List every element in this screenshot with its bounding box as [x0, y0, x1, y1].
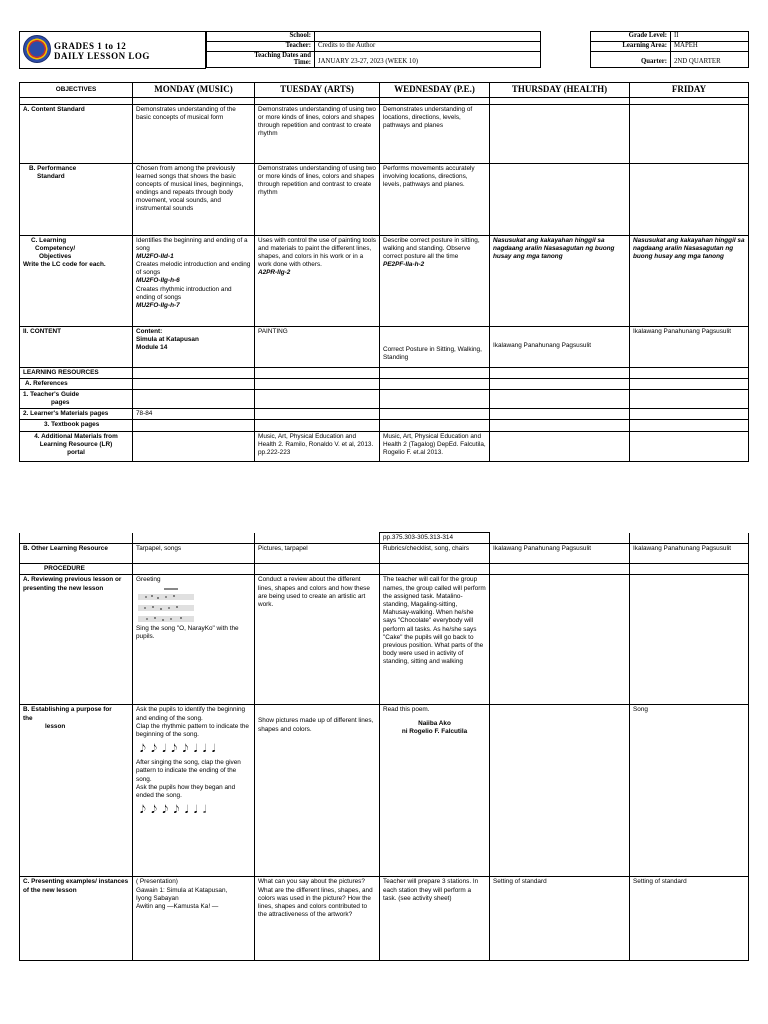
learners-materials-mon: 78-84 — [133, 409, 255, 420]
purpose-label-3: lesson — [45, 722, 66, 730]
purpose-mon-1: Ask the pupils to identify the beginning and ending of the song. — [136, 706, 246, 722]
additional-materials-tue: Music, Art, Physical Education and Health 2. Ramilo, Ronaldo V. et al, 2013. pp.222-223 — [255, 431, 380, 461]
music-sheet-image — [136, 587, 196, 623]
dates-label-2: Time: — [293, 59, 311, 67]
competency-label-1: C. Learning — [31, 236, 67, 244]
lc-code-3: MU2FO-IIg-h-7 — [136, 302, 180, 310]
poem-author: ni Rogelio F. Falcutila — [401, 727, 468, 735]
establishing-purpose-fri: Song — [630, 705, 749, 877]
presenting-mon-4: Awitin ang —Kamusta Ka! — — [136, 902, 219, 910]
competency-mon-1: Identifies the beginning and ending of a song — [136, 236, 248, 252]
learners-materials-label: 2. Learner's Materials pages — [20, 409, 133, 420]
competency-wed-text: Describe correct posture in sitting, walking and standing. Observe correct posture all the time — [383, 236, 480, 260]
poem-title: Naiiba Ako — [418, 719, 451, 727]
monday-header: MONDAY (MUSIC) — [133, 83, 255, 98]
deped-seal-icon — [23, 35, 51, 63]
competency-label — [20, 235, 133, 326]
competency-tue — [255, 235, 380, 326]
content-mon-1: Content: — [136, 327, 163, 335]
competency-thu: Nasusukat ang kakayahan hinggil sa nagdaang aralin Nasasagutan ng buong husay ang mga tanong — [490, 235, 630, 326]
competency-label-4: Write the LC code for each. — [23, 261, 106, 269]
procedure-label: PROCEDURE — [20, 564, 133, 575]
teacher-value: Credits to the Author — [315, 42, 541, 52]
other-resources-wed: Rubrics/checklist, song, chairs — [380, 544, 490, 564]
quarter-value: 2ND QUARTER — [671, 52, 749, 68]
presenting-examples-tue: What can you say about the pictures? What are the different lines, shapes, and colors was used in the picture? How the lines, shapes and colors contributed to the attractiveness of the artwork? — [255, 877, 380, 961]
rhythm-pattern-end: 𝅘𝅥𝅮 𝅘𝅥𝅮 𝅘𝅥𝅮 𝅘𝅥𝅮 𝅘𝅥 𝅘𝅥 𝅗𝅥 — [140, 803, 208, 817]
tg-label-1: 1. Teacher's Guide — [23, 390, 80, 398]
content-tue: PAINTING — [255, 326, 380, 367]
wednesday-header: WEDNESDAY (P.E.) — [380, 83, 490, 98]
lesson-log-table-2 — [19, 532, 749, 961]
lc-code-wed: PE2PF-IIa-h-2 — [383, 261, 425, 269]
tg-label-2: pages — [51, 399, 70, 407]
friday-header: FRIDAY — [630, 83, 749, 98]
reviewing-lesson-tue: Conduct a review about the different lines, shapes and colors and how these are being used to create an artistic art work. — [255, 575, 380, 705]
lc-code-1: MU2FO-IId-1 — [136, 252, 174, 260]
other-resources-tue: Pictures, tarpapel — [255, 544, 380, 564]
area-label: Learning Area: — [591, 42, 671, 52]
competency-mon — [133, 235, 255, 326]
dates-value: JANUARY 23-27, 2023 (WEEK 10) — [315, 52, 541, 68]
purpose-mon-4: Ask the pupils how they began and ended the song. — [136, 783, 236, 799]
reviewing-lesson-mon — [133, 575, 255, 705]
content-thu: Ikalawang Panahunang Pagsusulit — [490, 326, 630, 367]
presenting-examples-wed: Teacher will prepare 3 stations. In each station they will perform a task. (see activity sheet) — [380, 877, 490, 961]
purpose-mon-2: Clap the rhythmic pattern to indicate the beginning of the song. — [136, 722, 249, 738]
poem-instruction: Read this poem. — [383, 706, 430, 714]
performance-standard-wed: Performs movements accurately involving locations, directions, levels, pathways and planes. — [380, 163, 490, 235]
other-resources-mon: Tarpapel, songs — [133, 544, 255, 564]
grade-label: Grade Level: — [591, 32, 671, 42]
other-resources-fri: Ikalawang Panahunang Pagsusulit — [630, 544, 749, 564]
area-value: MAPEH — [671, 42, 749, 52]
teacher-label: Teacher: — [207, 42, 315, 52]
purpose-label-2: the — [23, 714, 33, 722]
form-title-line1: GRADES 1 to 12 — [54, 41, 127, 51]
presenting-mon-2: Gawain 1: Simula at Katapusan, — [136, 886, 228, 894]
competency-wed — [380, 235, 490, 326]
am-label-1: 4. Additional Materials from — [34, 432, 118, 440]
content-mon — [133, 326, 255, 367]
tuesday-header: TUESDAY (ARTS) — [255, 83, 380, 98]
reviewing-lesson-wed: The teacher will call for the group names, the group called will perform the assigned task. Matalino-standing, Magaling-sitting, Mahusay-walking. When he/she says "Chocolate" everybody will perform all tasks. As he/she says "Cake" the pupils will go back to previous position. What parts of the body were used in activity of standing, sitting and walking — [380, 575, 490, 705]
objectives-header: OBJECTIVES — [20, 83, 133, 98]
school-value — [315, 32, 541, 42]
establishing-purpose-label — [20, 705, 133, 877]
content-label: II. CONTENT — [20, 326, 133, 367]
logo-block — [19, 31, 206, 69]
am-label-2: Learning Resource (LR) — [39, 440, 113, 448]
content-wed: Correct Posture in Sitting, Walking, Standing — [380, 326, 490, 367]
additional-materials-wed-cont: pp.375.303-305.313-314 — [380, 533, 490, 544]
additional-materials-wed: Music, Art, Physical Education and Health 2 (Tagalog) DepEd. Falcutila, Rogelio F. et.al 2013. — [380, 431, 490, 461]
rhythm-pattern-begin: 𝅘𝅥𝅮 𝅘𝅥𝅮 𝅘𝅥 𝅘𝅥𝅮 𝅘𝅥𝅮 𝅘𝅥 𝅘𝅥 𝅘𝅥 — [140, 742, 217, 756]
perf-label-2: Standard — [37, 172, 65, 180]
competency-label-2: Competency/ — [35, 244, 76, 252]
lesson-log-table-1 — [19, 82, 749, 462]
thursday-header: THURSDAY (HEALTH) — [490, 83, 630, 98]
textbook-label: 3. Textbook pages — [20, 420, 133, 431]
quarter-label: Quarter: — [591, 52, 671, 68]
school-label: School: — [207, 32, 315, 42]
establishing-purpose-mon — [133, 705, 255, 877]
content-mon-3: Module 14 — [136, 343, 168, 351]
dates-label-1: Teaching Dates and — [254, 52, 311, 59]
content-fri: Ikalawang Panahunang Pagsusulit — [630, 326, 749, 367]
learning-resources-label: LEARNING RESOURCES — [20, 367, 133, 378]
other-resources-thu: Ikalawang Panahunang Pagsusulit — [490, 544, 630, 564]
content-standard-label: A. Content Standard — [20, 104, 133, 163]
greeting-text: Greeting — [136, 576, 161, 584]
purpose-label-1: B. Establishing a purpose for — [23, 706, 112, 714]
performance-standard-label — [20, 163, 133, 235]
content-standard-tue: Demonstrates understanding of using two or more kinds of lines, colors and shapes through repetition and contrast to create rhythm — [255, 104, 380, 163]
competency-mon-2: Creates melodic introduction and ending of songs — [136, 261, 251, 277]
competency-label-3: Objectives — [39, 252, 72, 260]
other-resources-label: B. Other Learning Resource — [20, 544, 133, 564]
form-title-line2: DAILY LESSON LOG — [54, 51, 150, 61]
establishing-purpose-wed — [380, 705, 490, 877]
competency-mon-3: Creates rhythmic introduction and ending of songs — [136, 285, 232, 301]
reviewing-lesson-label: A. Reviewing previous lesson or presenting the new lesson — [20, 575, 133, 705]
additional-materials-label — [20, 431, 133, 461]
presenting-examples-fri: Setting of standard — [630, 877, 749, 961]
competency-fri: Nasusukat ang kakayahan hinggil sa nagdaang aralin Nasasagutan ng buong husay ang mga tanong — [630, 235, 749, 326]
presenting-mon-3: Iyong Sabayan — [136, 894, 179, 902]
lc-code-2: MU2FO-IIg-h-6 — [136, 277, 180, 285]
teachers-guide-label — [20, 389, 133, 408]
lc-code-tue: A2PR-IIg-2 — [258, 269, 291, 277]
content-mon-2: Simula at Katapusan — [136, 335, 199, 343]
competency-tue-text: Uses with control the use of painting tools and materials to paint the different lines, shapes, and colors in his work or in a work done with others. — [258, 236, 376, 269]
am-label-3: portal — [67, 449, 85, 457]
presenting-examples-label: C. Presenting examples/ instances of the new lesson — [20, 877, 133, 961]
purpose-mon-3: After singing the song, clap the given pattern to indicate the ending of the song. — [136, 759, 241, 783]
presenting-mon-1: ( Presentation) — [136, 878, 178, 886]
establishing-purpose-tue: Show pictures made up of different lines, shapes and colors. — [255, 705, 380, 877]
header-table — [206, 31, 749, 68]
content-standard-wed: Demonstrates understanding of locations, directions, levels, pathways and planes — [380, 104, 490, 163]
references-label: A. References — [20, 378, 133, 389]
content-standard-mon: Demonstrates understanding of the basic concepts of musical form — [133, 104, 255, 163]
performance-standard-mon: Chosen from among the previously learned songs that shows the basic concepts of musical lines, beginnings, endings and repeats through body movement, vocal sounds, and instrumental sounds — [133, 163, 255, 235]
sing-song-text: Sing the song "O, NarayKo" with the pupils. — [136, 624, 239, 640]
perf-label-1: B. Performance — [29, 164, 77, 172]
performance-standard-tue: Demonstrates understanding of using two or more kinds of lines, colors and shapes through repetition and contrast to create rhythm — [255, 163, 380, 235]
grade-value: II — [671, 32, 749, 42]
presenting-examples-thu: Setting of standard — [490, 877, 630, 961]
dates-label — [207, 52, 315, 68]
presenting-examples-mon — [133, 877, 255, 961]
